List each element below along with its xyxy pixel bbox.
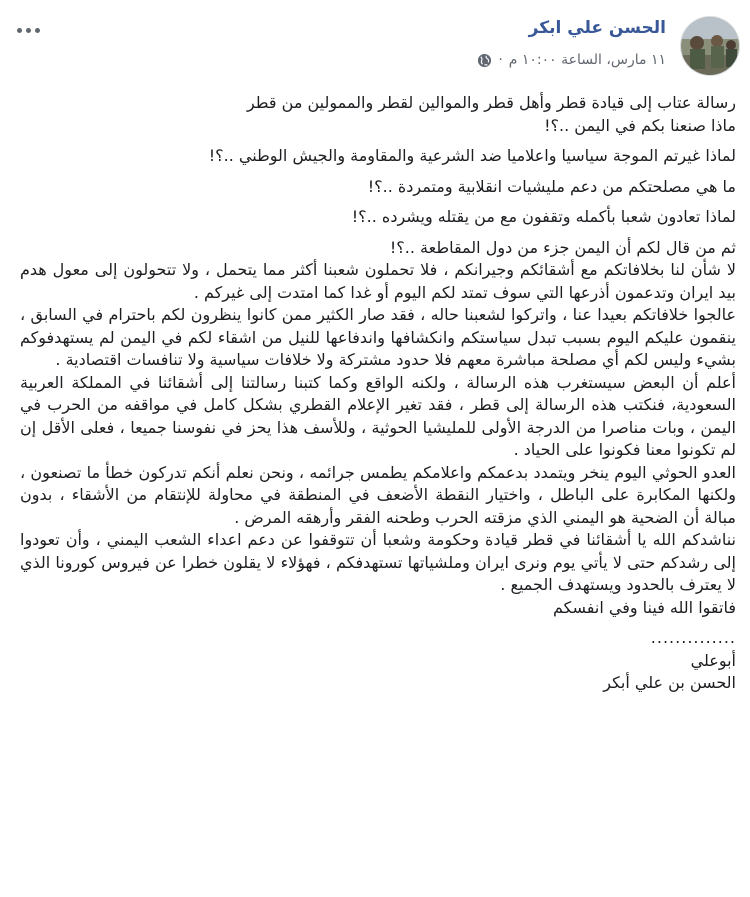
post-header xyxy=(0,14,750,84)
post-paragraph: لماذا غيرتم الموجة سياسيا واعلاميا ضد الشرعية والمقاومة والجيش الوطني ..؟! xyxy=(208,146,736,165)
post-paragraph: لماذا تعادون شعبا بأكمله وتقفون مع من يقتله ويشرده ..؟! xyxy=(351,207,736,226)
post-body xyxy=(20,92,736,695)
post-timestamp[interactable]: ١١ مارس، الساعة ١٠:٠٠ م xyxy=(508,52,666,68)
signature-short-name: أبوعلي xyxy=(690,650,736,670)
post-paragraph: عالجوا خلافاتكم بعيدا عنا ، واتركوا لشعبنا حاله ، فقد صار الكثير ممن كانوا ينظرون لكم باحترام في السابق ، ينقمون عليكم اليوم بسبب تبدل سياستكم وانكشافها واندفاعها للنيل من اشقاء لكم في اليمن لم يستهدفوكم بشيء وليس لكم أي مصلحة مباشرة معهم فلا حدود مشتركة ولا خلافات سياسية ولا تنافسات اقتصادية . xyxy=(20,305,736,369)
author-name[interactable]: الحسن علي ابكر xyxy=(528,18,666,38)
more-options-icon-dot xyxy=(35,28,40,33)
avatar-photo xyxy=(681,17,740,76)
post-meta xyxy=(477,52,666,68)
more-options-icon-dot xyxy=(26,28,31,33)
post-paragraph: رسالة عتاب إلى قيادة قطر وأهل قطر والموالين لقطر والممولين من قطر xyxy=(246,93,736,112)
post-paragraph: ثم من قال لكم أن اليمن جزء من دول المقاطعة ..؟! xyxy=(389,237,736,257)
more-options-icon xyxy=(17,28,22,33)
post-paragraph: فاتقوا الله فينا وفي انفسكم xyxy=(553,597,736,617)
post-paragraph: لا شأن لنا بخلافاتكم مع أشقائكم وجيرانكم ، فلا تحملون شعبنا أكثر مما يتحمل ، ولا تتحولون إلى معول هدم بيد ايران وتدعمون أذرعها التي سوف تمتد لكم اليوم أو غدا كما امتدت إلى غيركم . xyxy=(20,260,736,302)
post-paragraph: ما هي مصلحتكم من دعم مليشيات انقلابية ومتمردة ..؟! xyxy=(367,176,736,196)
signature-dots: .............. xyxy=(650,628,736,647)
more-options-button[interactable] xyxy=(14,20,42,40)
avatar[interactable] xyxy=(680,16,740,76)
meta-separator: · xyxy=(498,52,503,68)
signature-full-name: الحسن بن علي أبكر xyxy=(603,673,736,692)
post-paragraph: ماذا صنعنا بكم في اليمن ..؟! xyxy=(544,115,736,135)
globe-icon[interactable] xyxy=(477,53,492,68)
post-paragraph: العدو الحوثي اليوم ينخر ويتمدد بدعمكم واعلامكم يطمس جرائمه ، ونحن نعلم أنكم تدركون خطأ ما تصنعون ، ولكنها المكابرة على الباطل ، واختيار النقطة الأضعف في المنطقة في محاولة للإنتقام من الأشقاء ، بدون مبالة أن الضحية هو اليمني الذي مزقته الحرب وطحنه الفقر وأرهقه المرض . xyxy=(20,462,736,527)
post-paragraph: نناشدكم الله يا أشقائنا في قطر قيادة وحكومة وشعبا أن تتوقفوا عن دعم اعداء الشعب اليمني ، وأن تعودوا إلى رشدكم حتى لا يأتي يوم ونرى ايران وملشياتها تستهدفكم ، فهؤلاء لا يقلون خطرا عن فيروس كورونا الذي لا يعترف بالحدود ويستهدف الجميع . xyxy=(20,530,736,594)
post-paragraph: أعلم أن البعض سيستغرب هذه الرسالة ، ولكنه الواقع وكما كتبنا رسالتنا إلى أشقائنا في المملكة العربية السعودية، فنكتب هذه الرسالة إلى قطر ، فقد تغير الإعلام القطري بشكل كامل في مواقفه من الحرب في اليمن ، وبات مناصرا من الدرجة الأولى للمليشيا الحوثية ، وللأسف هذا يحز في نفوسنا جميعا ، فعلى الأقل إن لم تكونوا معنا فكونوا على الحياد . xyxy=(20,372,736,459)
